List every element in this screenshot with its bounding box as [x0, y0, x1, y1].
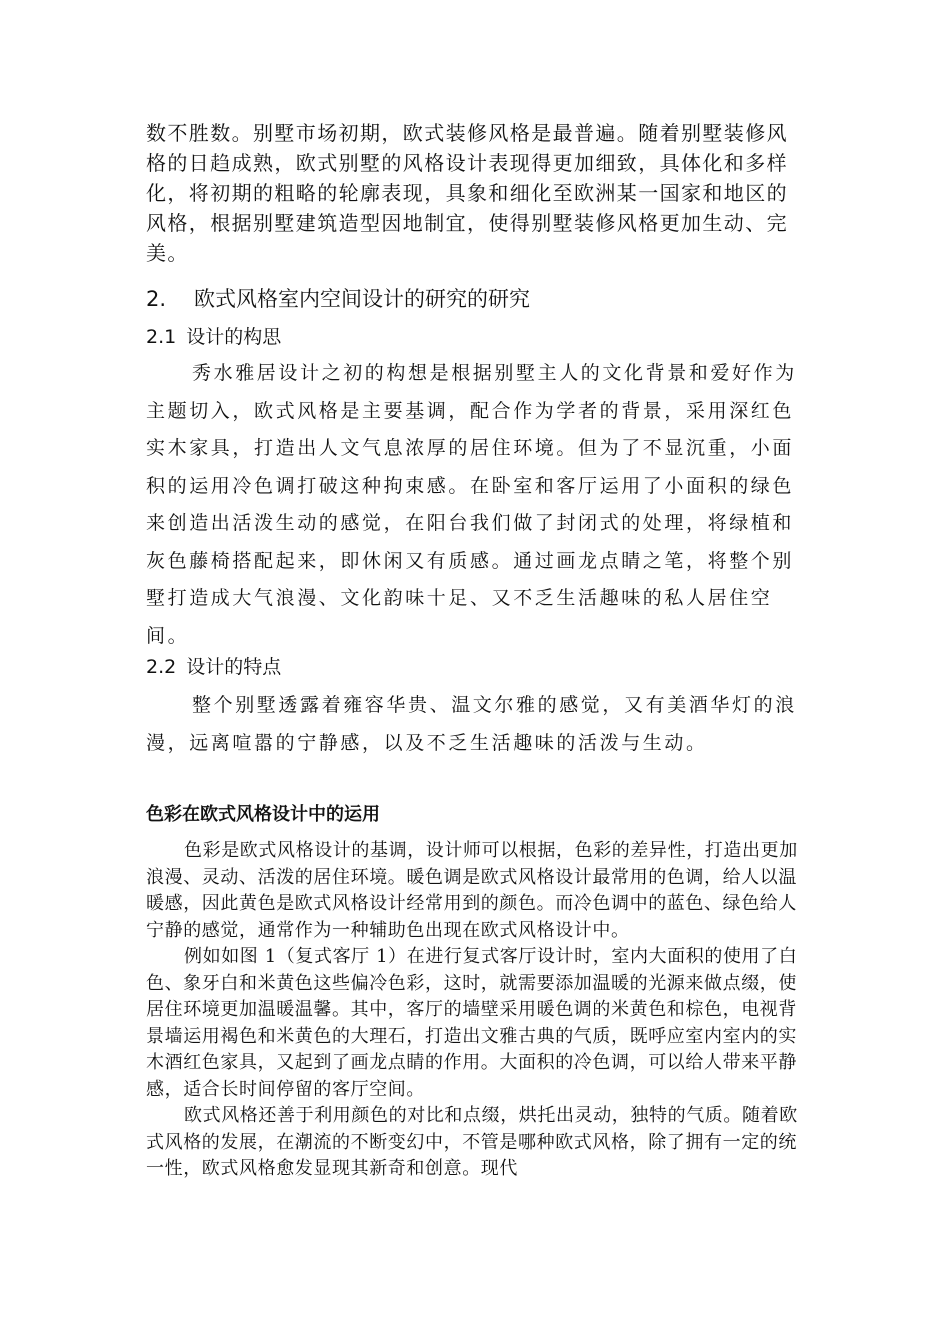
section-2-2-heading — [146, 652, 806, 682]
section-2-2-number: 2.2 — [146, 656, 177, 678]
intro-text: 数不胜数。别墅市场初期，欧式装修风格是最普遍。随着别墅装修风格的日趋成熟，欧式别墅的风格设计表现得更加细致，具体化和多样化，将初期的粗略的轮廓表现，具象和细化至欧洲某一国家和地区的风格，根据别墅建筑造型因地制宜，使得别墅装修风格更加生动、完美。 — [146, 121, 788, 265]
color-paragraph: 欧式风格还善于利用颜色的对比和点缀，烘托出灵动，独特的气质。随着欧式风格的发展，在潮流的不断变幻中，不管是哪种欧式风格，除了拥有一定的统一性，欧式风格愈发显现其新奇和创意。现代 — [146, 1105, 798, 1179]
section-2-1-body — [146, 355, 806, 655]
section-2-number: 2. — [146, 287, 167, 311]
color-section-body — [146, 838, 806, 1183]
color-section-title: 色彩在欧式风格设计中的运用 — [146, 804, 380, 825]
section-2-1-title: 设计的构思 — [186, 326, 282, 348]
section-2-2-text: 整个别墅透露着雍容华贵、温文尔雅的感觉，又有美酒华灯的浪漫，远离喧嚣的宁静感，以及不乏生活趣味的活泼与生动。 — [146, 694, 797, 754]
section-2-2-title: 设计的特点 — [186, 656, 282, 678]
color-paragraph: 例如如图 1（复式客厅 1）在进行复式客厅设计时，室内大面积的使用了白色、象牙白和米黄色这些偏冷色彩，这时，就需要添加温暖的光源来做点缀，使居住环境更加温暖温馨。其中，客厅的墙壁采用暖色调的米黄色和棕色，电视背景墙运用褐色和米黄色的大理石，打造出文雅古典的气质，既呼应室内室内的实木酒红色家具，又起到了画龙点睛的作用。大面积的冷色调，可以给人带来平静感，适合长时间停留的客厅空间。 — [146, 946, 798, 1100]
section-2-1-number: 2.1 — [146, 326, 177, 348]
section-2-1-heading — [146, 322, 806, 352]
section-2-1-text: 秀水雅居设计之初的构想是根据别墅主人的文化背景和爱好作为主题切入，欧式风格是主要基调，配合作为学者的背景，采用深红色实木家具，打造出人文气息浓厚的居住环境。但为了不显沉重，小面积的运用冷色调打破这种拘束感。在卧室和客厅运用了小面积的绿色来创造出活泼生动的感觉，在阳台我们做了封闭式的处理，将绿植和灰色藤椅搭配起来，即休闲又有质感。通过画龙点睛之笔，将整个别墅打造成大气浪漫、文化韵味十足、又不乏生活趣味的私人居住空间。 — [146, 362, 797, 647]
intro-paragraph — [146, 118, 806, 268]
section-2-title: 欧式风格室内空间设计的研究的研究 — [194, 287, 530, 311]
color-paragraph: 色彩是欧式风格设计的基调，设计师可以根据，色彩的差异性，打造出更加浪漫、灵动、活泼的居住环境。暖色调是欧式风格设计最常用的色调，给人以温暖感，因此黄色是欧式风格设计经常用到的颜色。而冷色调中的蓝色、绿色给人宁静的感觉，通常作为一种辅助色出现在欧式风格设计中。 — [146, 840, 798, 941]
section-2-heading — [146, 283, 806, 315]
section-2-2-body — [146, 687, 806, 762]
